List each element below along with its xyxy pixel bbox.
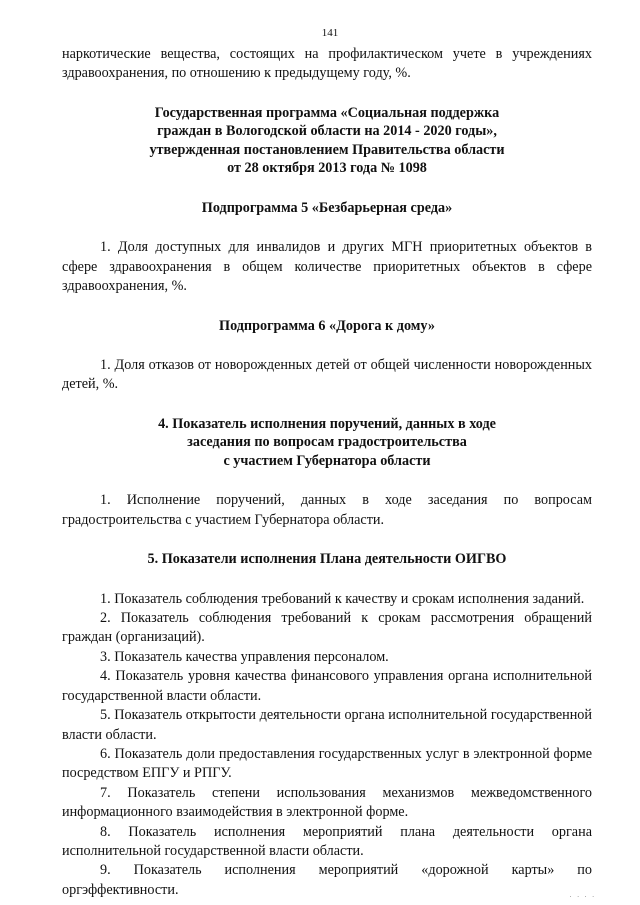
subprogram6-item: 1. Доля отказов от новорожденных детей от общей численности новорожденных детей, %.: [62, 357, 592, 393]
section5-item: 5. Показатель открытости деятельности органа исполнительной государственной власти области.: [62, 707, 592, 743]
program-title-line: утвержденная постановлением Правительства области: [149, 141, 505, 158]
subprogram5-title: Подпрограмма 5 «Безбарьерная среда»: [201, 199, 453, 216]
section4-title-line: 4. Показатель исполнения поручений, данных в ходе: [158, 415, 496, 432]
section4-title-line: с участием Губернатора области: [223, 452, 431, 469]
program-title-line: Государственная программа «Социальная поддержка: [154, 104, 500, 121]
section5-item: 9. Показатель исполнения мероприятий «дорожной карты» по оргэффективности.: [62, 862, 592, 898]
program-title-line: граждан в Вологодской области на 2014 - 2020 годы»,: [157, 123, 497, 140]
section5-title: 5. Показатели исполнения Плана деятельности ОИГВО: [147, 551, 507, 568]
section5-item: 6. Показатель доли предоставления государственных услуг в электронной форме посредством ЕПГУ и РПГУ.: [62, 745, 592, 782]
section5-item: 7. Показатель степени использования механизмов межведомственного информационного взаимодействия в электронной форме.: [62, 784, 592, 821]
subprogram6-title: Подпрограмма 6 «Дорога к дому»: [219, 317, 435, 334]
page-number: 141: [321, 27, 339, 39]
footer-scan-mark: . . . .: [569, 891, 596, 899]
section5-list: [62, 590, 592, 901]
program-title: [62, 104, 592, 178]
program-title-line: от 28 октября 2013 года № 1098: [227, 160, 427, 177]
section5-item: 4. Показатель уровня качества финансового управления органа исполнительной государственной власти области.: [62, 668, 592, 704]
section4-item: 1. Исполнение поручений, данных в ходе заседания по вопросам градостроительства с участием Губернатора области.: [62, 492, 592, 528]
section5-item: 3. Показатель качества управления персоналом.: [100, 648, 389, 665]
subprogram5-item: 1. Доля доступных для инвалидов и других МГН приоритетных объектов в сфере здравоохранения в общем количестве приоритетных объектов в сфере здравоохранения, %.: [62, 239, 592, 295]
section5-item: 1. Показатель соблюдения требований к качеству и срокам исполнения заданий.: [100, 590, 585, 607]
section4-title-line: заседания по вопросам градостроительства: [187, 434, 467, 451]
section4-title: [62, 415, 592, 471]
section5-item: 2. Показатель соблюдения требований к срокам рассмотрения обращений граждан (организаций).: [62, 610, 592, 646]
section5-item: 8. Показатель исполнения мероприятий плана деятельности органа исполнительной государственной власти области.: [62, 823, 592, 859]
intro-continuation-paragraph: наркотические вещества, состоящих на профилактическом учете в учреждениях здравоохранения, по отношению к предыдущему году, %.: [62, 46, 592, 82]
